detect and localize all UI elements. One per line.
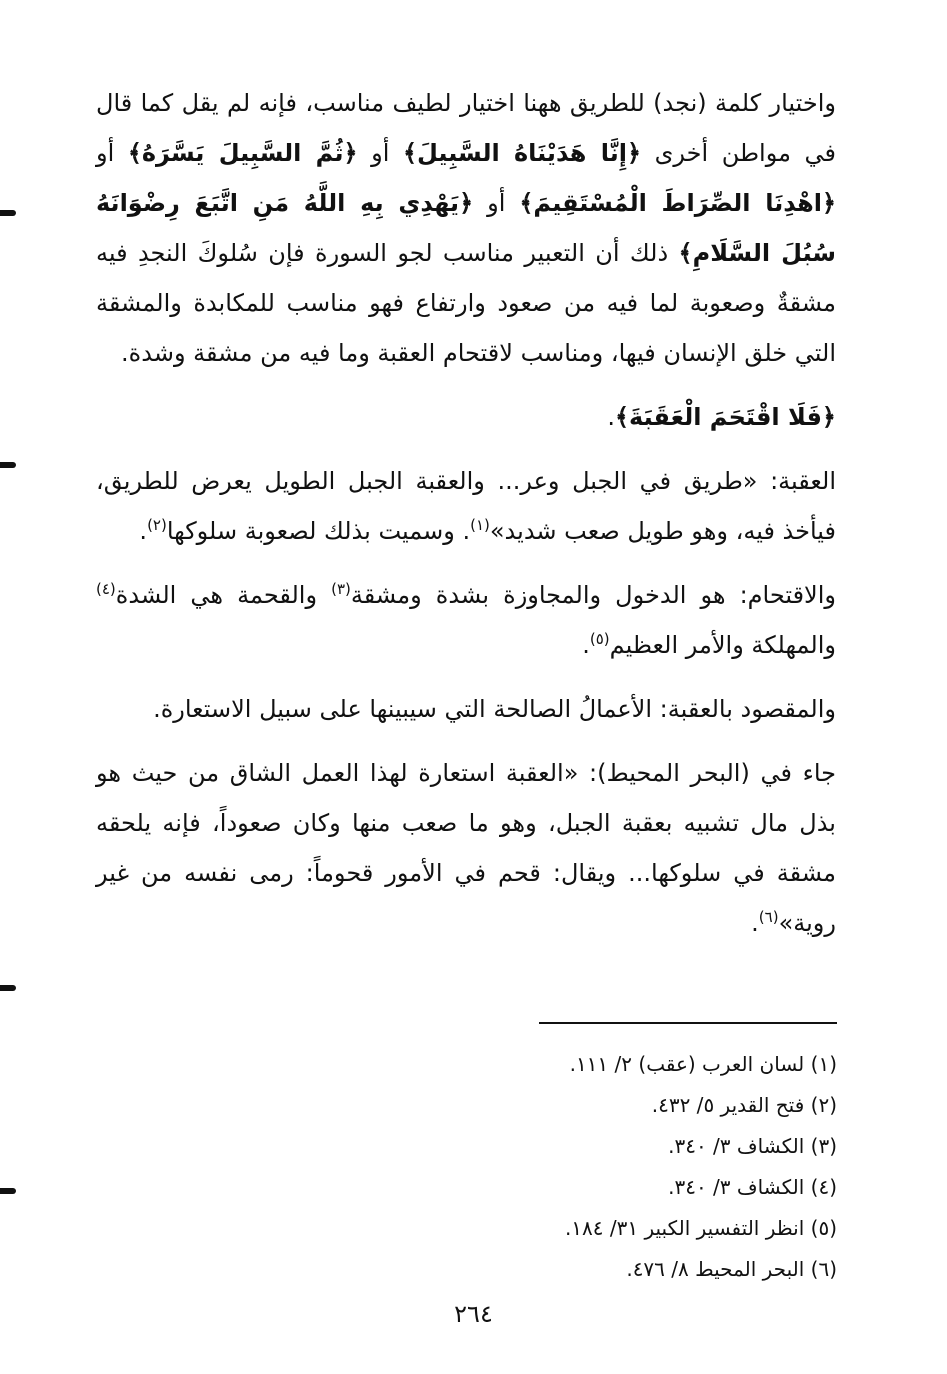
footnote-5: (٥) انظر التفسير الكبير ٣١/ ١٨٤. [564, 1216, 837, 1240]
quran-verse: ﴿إِنَّا هَدَيْنَاهُ السَّبِيلَ﴾ [402, 139, 642, 167]
footnote-ref: (٣) [331, 580, 351, 598]
footnote-3: (٣) الكشاف ٣/ ٣٤٠. [668, 1134, 837, 1158]
text-run: أو [96, 139, 128, 167]
quran-verse: ﴿يَهْدِي بِهِ اللَّهُ مَنِ اتَّبَعَ رِضْوَانَهُ سُبُلَ السَّلَامِ﴾ [96, 189, 836, 267]
footnote-divider [539, 1022, 837, 1024]
text-run: والاقتحام: هو الدخول والمجاوزة بشدة ومشقة [350, 581, 836, 609]
quran-verse: ﴿فَلَا اقْتَحَمَ الْعَقَبَةَ﴾ [614, 403, 836, 431]
quran-verse: ﴿ثُمَّ السَّبِيلَ يَسَّرَهُ﴾ [127, 139, 358, 167]
main-text [96, 78, 836, 948]
footnote-2: (٢) فتح القدير ٥/ ٤٣٢. [651, 1093, 837, 1117]
footnote-ref: (٢) [147, 516, 167, 534]
scan-edge-mark [0, 210, 16, 216]
footnotes [337, 1044, 837, 1290]
footnote-ref: (٥) [589, 630, 610, 648]
text-run: والمقصود بالعقبة: الأعمالُ الصالحة التي سيبينها على سبيل الاستعارة. [153, 695, 836, 723]
text-run: . وسميت بذلك لصعوبة سلوكها [166, 517, 471, 545]
page-number: ٢٦٤ [454, 1300, 493, 1328]
paragraph [96, 570, 836, 670]
text-run: . [139, 517, 148, 545]
text-run: . [751, 909, 759, 937]
footnote-ref: (١) [470, 516, 490, 534]
paragraph [96, 684, 836, 734]
text-run: واختيار كلمة (نجد) للطريق ههنا اختيار لطيف مناسب، فإنه لم يقل كما قال في مواطن أخرى [96, 89, 837, 167]
quran-verse: ﴿اهْدِنَا الصِّرَاطَ الْمُسْتَقِيمَ﴾ [519, 189, 837, 217]
text-run: والقحمة هي الشدة [115, 581, 332, 609]
paragraph [96, 78, 836, 378]
footnote-4: (٤) الكشاف ٣/ ٣٤٠. [668, 1175, 837, 1199]
scan-edge-mark [0, 462, 16, 468]
text-run: جاء في (البحر المحيط): «العقبة استعارة لهذا العمل الشاق من حيث هو بذل مال تشبيه بعقبة الجبل، وهو ما صعب منها وكان صعوداً، فإنه يلحقه مشقة في سلوكها... ويقال: قحم في الأمور قحوماً: رمى نفسه من غير روية» [96, 759, 836, 937]
text-run: . [582, 631, 590, 659]
paragraph [96, 456, 836, 556]
footnote-ref: (٦) [758, 908, 779, 926]
text-run: أو [473, 189, 520, 217]
text-run: . [607, 403, 615, 431]
footnote-1: (١) لسان العرب (عقب) ٢/ ١١١. [569, 1052, 837, 1076]
scan-edge-mark [0, 985, 16, 991]
verse-line [96, 392, 836, 442]
footnote-ref: (٤) [96, 580, 116, 598]
paragraph [96, 748, 836, 948]
text-run: العقبة: «طريق في الجبل وعر... والعقبة الجبل الطويل يعرض للطريق، فيأخذ فيه، وهو طويل صعب شديد» [96, 467, 836, 545]
footnote-6: (٦) البحر المحيط ٨/ ٤٧٦. [626, 1257, 837, 1281]
scan-edge-mark [0, 1188, 16, 1194]
text-run: ذلك أن التعبير مناسب لجو السورة فإن سُلوكَ النجدِ فيه مشقةٌ وصعوبة لما فيه من صعود وارتفاع فهو مناسب للمكابدة والمشقة التي خلق الإنسان فيها، ومناسب لاقتحام العقبة وما فيه من مشقة وشدة. [96, 239, 836, 367]
text-run: أو [357, 139, 403, 167]
text-run: والمهلكة والأمر العظيم [609, 631, 836, 659]
